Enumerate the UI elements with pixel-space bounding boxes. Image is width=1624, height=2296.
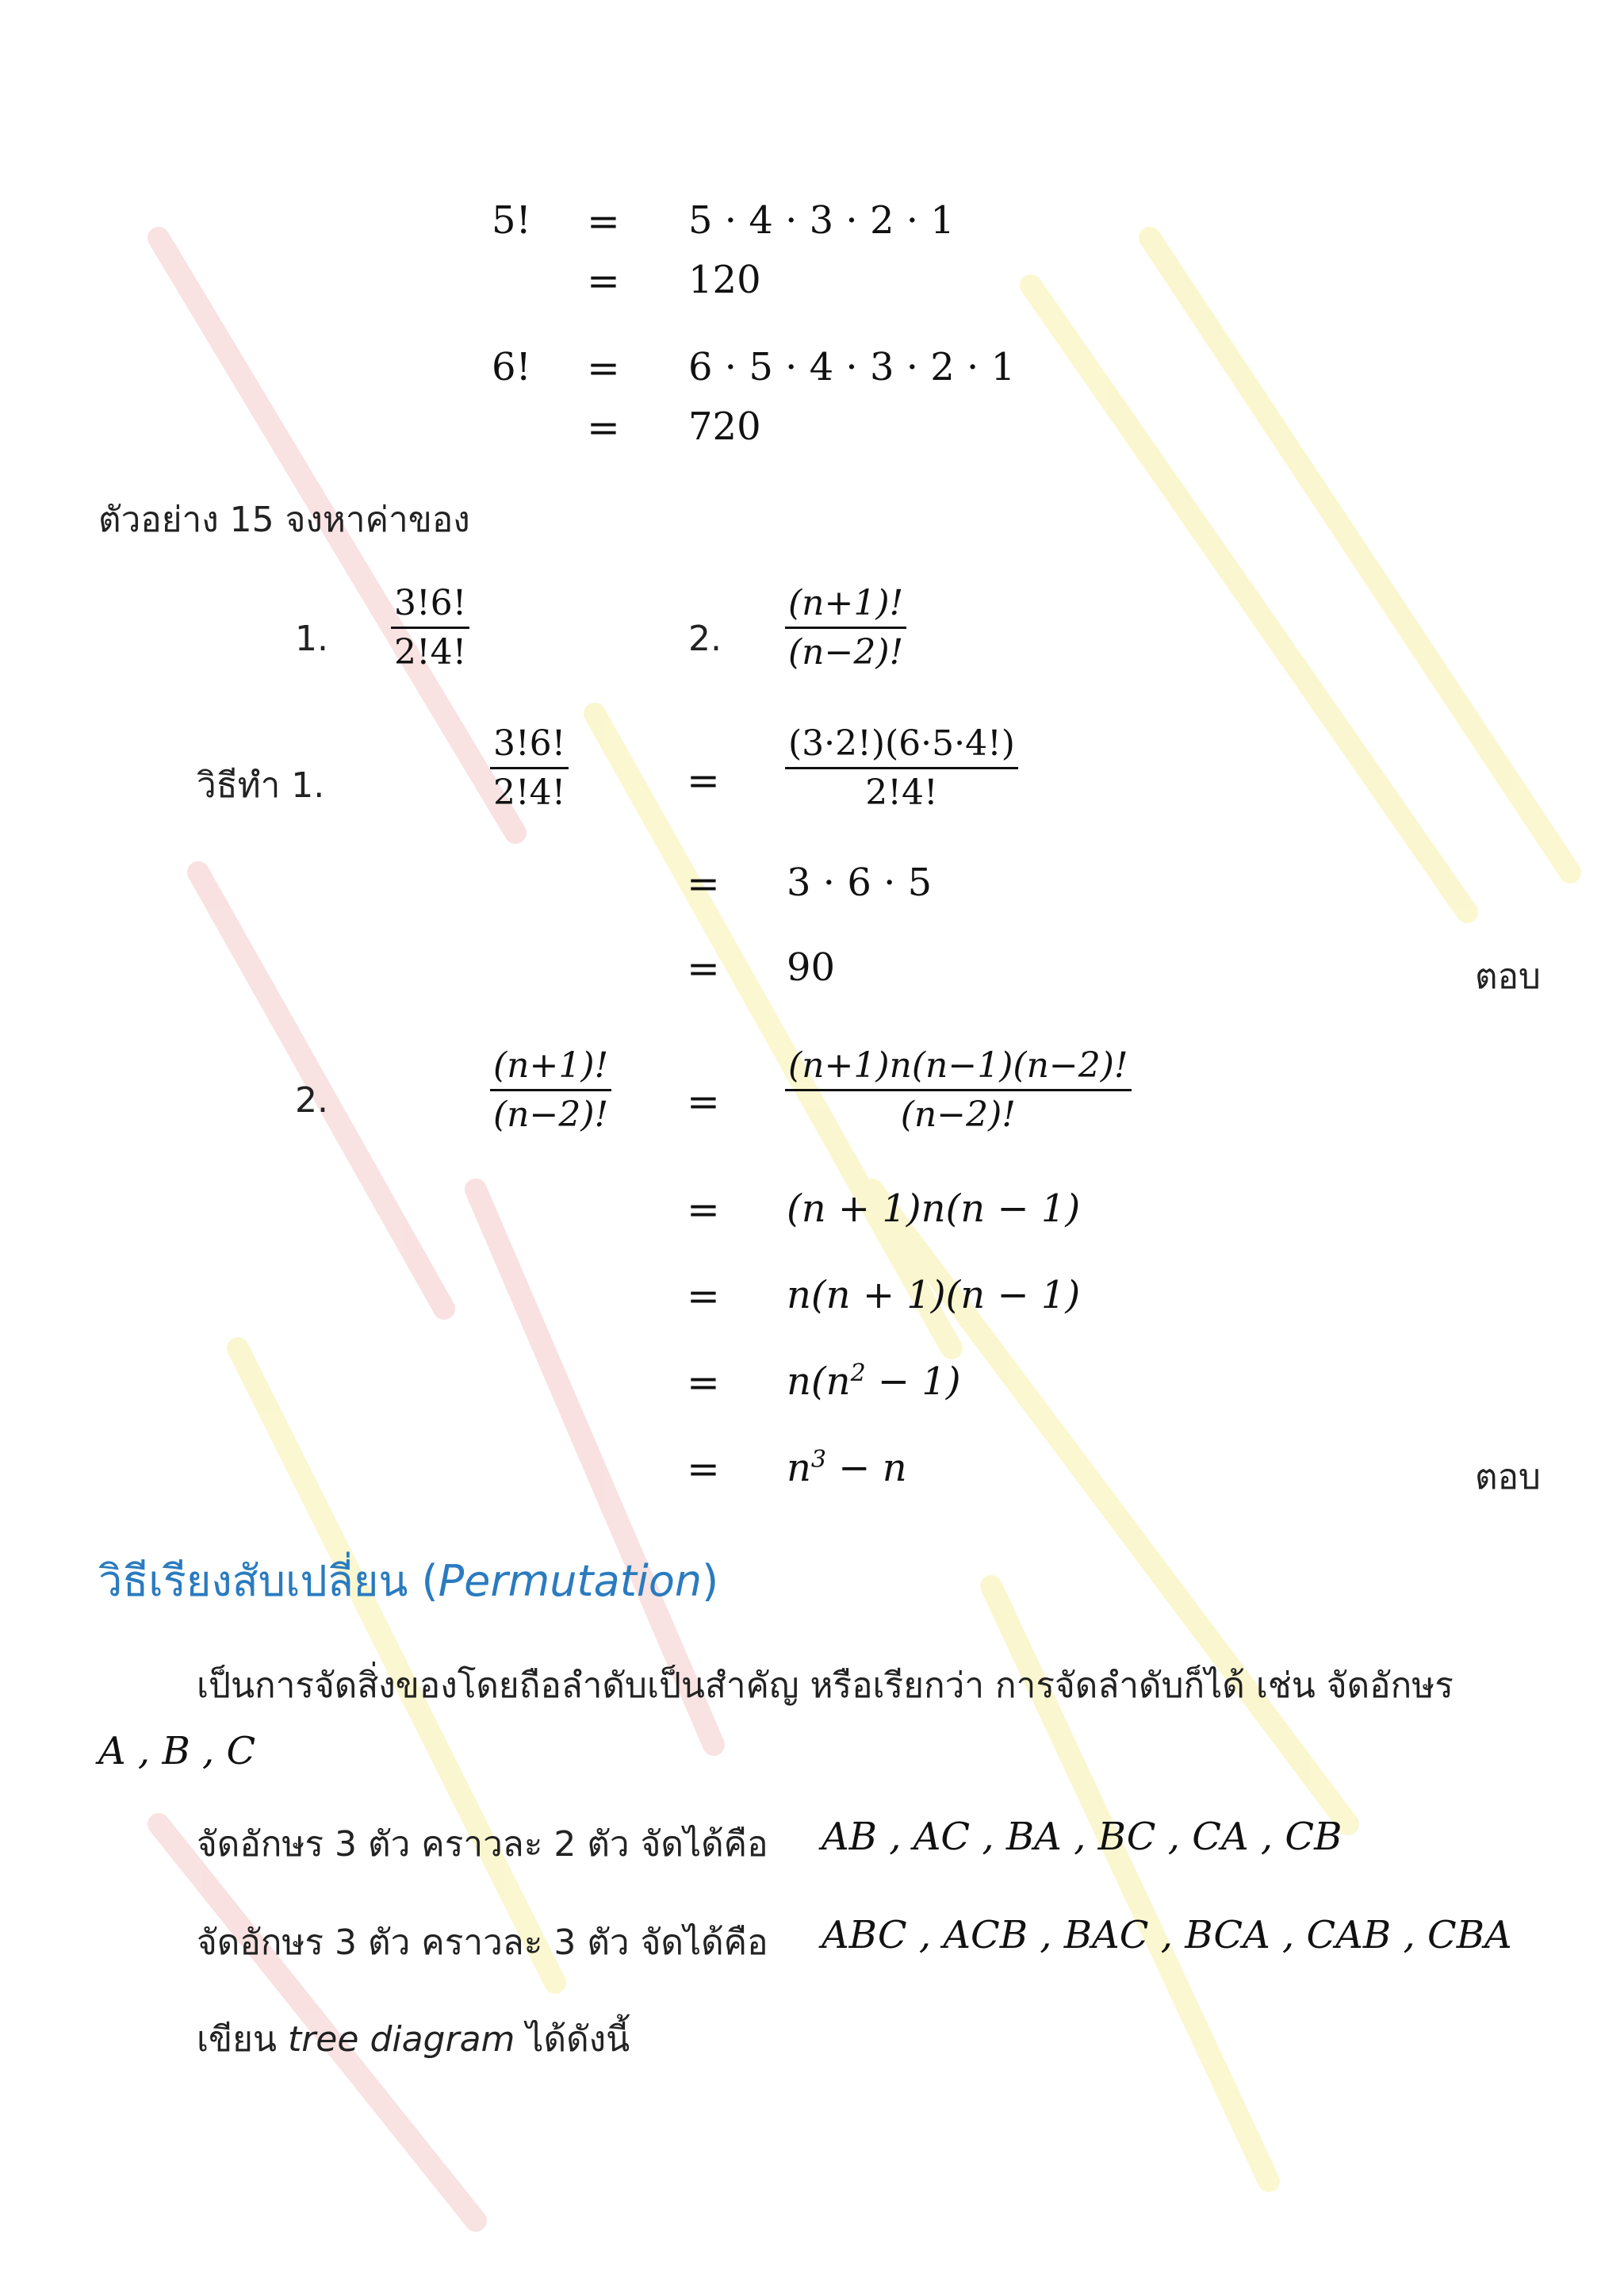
example-fraction-2	[785, 583, 906, 673]
exponent: 2	[850, 1359, 866, 1387]
equals-sign: =	[687, 1273, 720, 1319]
fraction-denominator: (n−2)!	[788, 632, 904, 673]
item-number: 2.	[295, 1080, 328, 1121]
equals-sign: =	[687, 1186, 720, 1232]
fraction-numerator: 3!6!	[394, 583, 467, 623]
expr-part: − 1)	[865, 1359, 961, 1404]
heading-italic: Permutation	[438, 1556, 703, 1606]
heading-end: )	[702, 1556, 719, 1606]
fraction-denominator: 2!4!	[394, 632, 467, 673]
letters-math: A , B , C	[98, 1729, 256, 1773]
equals-sign: =	[687, 861, 720, 907]
solution-label: วิธีทำ 1.	[197, 765, 325, 806]
expr-part: n(n	[787, 1359, 851, 1404]
fraction-denominator: 2!4!	[865, 772, 938, 813]
heading-text: วิธีเรียงสับเปลี่ยน (	[98, 1556, 439, 1606]
fraction-numerator: (3·2!)(6·5·4!)	[788, 723, 1015, 764]
equals-sign: =	[587, 198, 620, 244]
solution2-lhs-fraction	[490, 1045, 611, 1135]
item-number: 2.	[688, 619, 722, 659]
equals-sign: =	[587, 404, 620, 450]
fraction-denominator: (n−2)!	[493, 1094, 609, 1135]
six-factorial-lhs: 6!	[492, 345, 531, 389]
solution2-step2: (n + 1)n(n − 1)	[787, 1186, 1081, 1231]
tree-diagram-line	[197, 2011, 630, 2067]
paragraph-text: เป็นการจัดสิ่งของโดยถือลำดับเป็นสำคัญ หรือเรียกว่า การจัดลำดับก็ได้ เช่น จัดอักษร	[197, 1665, 1454, 1706]
solution1-lhs-fraction	[490, 723, 569, 813]
line-italic: tree diagram	[287, 2019, 515, 2060]
fraction-denominator: (n−2)!	[900, 1094, 1016, 1135]
six-factorial-value: 720	[688, 404, 761, 449]
answer-label: ตอบ	[1475, 1457, 1541, 1497]
arrangement-3-text: จัดอักษร 3 ตัว คราวละ 3 ตัว จัดได้คือ	[197, 1922, 768, 1963]
fraction-numerator: 3!6!	[493, 723, 566, 764]
expr-part: n	[787, 1446, 811, 1490]
arrangement-2-math: AB , AC , BA , BC , CA , CB	[822, 1815, 1342, 1859]
equals-sign: =	[687, 1079, 720, 1125]
section-heading	[98, 1547, 718, 1615]
fraction-denominator: 2!4!	[493, 772, 566, 813]
equals-sign: =	[587, 345, 620, 391]
fraction-numerator: (n+1)n(n−1)(n−2)!	[788, 1045, 1128, 1086]
solution2-result	[787, 1446, 907, 1490]
solution2-step3: n(n + 1)(n − 1)	[787, 1273, 1081, 1317]
answer-label: ตอบ	[1475, 956, 1541, 997]
equals-sign: =	[687, 757, 720, 803]
five-factorial-expansion: 5 · 4 · 3 · 2 · 1	[688, 198, 955, 243]
solution1-result: 90	[787, 945, 836, 990]
solution2-step4	[787, 1359, 961, 1404]
fraction-numerator: (n+1)!	[788, 583, 904, 623]
solution1-step2: 3 · 6 · 5	[787, 861, 933, 905]
solution1-rhs-fraction	[785, 723, 1018, 813]
six-factorial-expansion: 6 · 5 · 4 · 3 · 2 · 1	[688, 345, 1016, 389]
five-factorial-value: 120	[688, 258, 761, 302]
fraction-numerator: (n+1)!	[493, 1045, 609, 1086]
equals-sign: =	[687, 945, 720, 991]
equals-sign: =	[587, 258, 620, 304]
exponent: 3	[810, 1446, 827, 1474]
line-text-end: ได้ดังนี้	[515, 2019, 630, 2060]
equals-sign: =	[687, 1446, 720, 1492]
arrangement-3-math: ABC , ACB , BAC , BCA , CAB , CBA	[822, 1913, 1512, 1957]
item-number: 1.	[295, 619, 328, 659]
example-label: ตัวอย่าง 15 จงหาค่าของ	[98, 500, 470, 540]
equals-sign: =	[687, 1359, 720, 1405]
example-fraction-1	[391, 583, 469, 673]
line-text: เขียน	[197, 2019, 288, 2060]
five-factorial-lhs: 5!	[492, 198, 531, 243]
expr-part: − n	[826, 1446, 907, 1490]
solution2-rhs-fraction	[785, 1045, 1132, 1135]
arrangement-2-text: จัดอักษร 3 ตัว คราวละ 2 ตัว จัดได้คือ	[197, 1824, 768, 1865]
